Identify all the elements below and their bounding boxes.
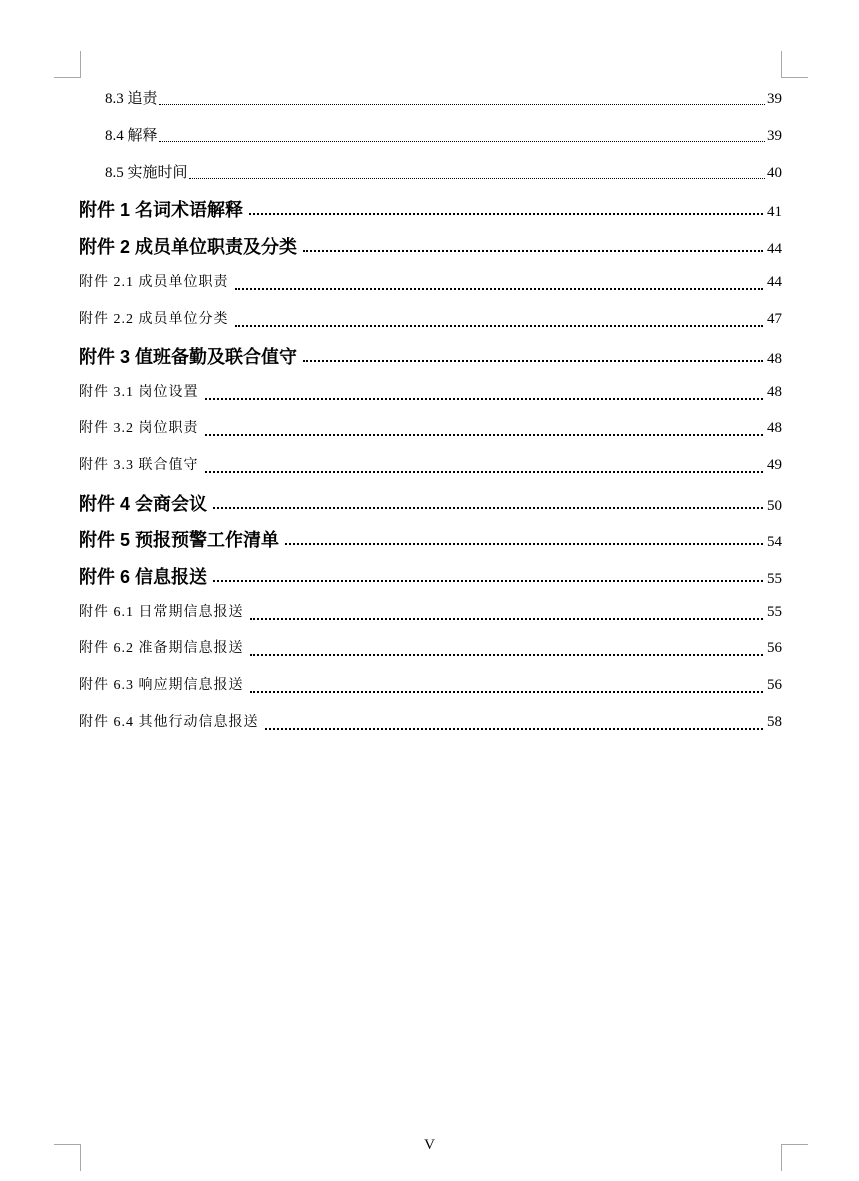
toc-entry-appendix-3-2[interactable] xyxy=(0,417,859,441)
toc-entry-label: 8.3 追责 xyxy=(105,91,158,107)
dot-leader xyxy=(205,471,764,473)
toc-entry-page: 56 xyxy=(767,640,782,656)
toc-entry-label: 附件 6 信息报送 xyxy=(79,567,208,587)
toc-entry-label: 附件 3.3 联合值守 xyxy=(79,458,199,473)
toc-entry-page: 47 xyxy=(767,311,782,327)
toc-entry-page: 48 xyxy=(767,420,782,436)
toc-entry-page: 56 xyxy=(767,677,782,693)
toc-entry-8-4[interactable] xyxy=(0,124,859,148)
toc-entry-label: 附件 2.2 成员单位分类 xyxy=(79,312,229,327)
toc-entry-label: 附件 1 名词术语解释 xyxy=(79,200,244,220)
crop-mark-top-right xyxy=(781,51,808,78)
toc-entry-appendix-3-3[interactable] xyxy=(0,454,859,478)
toc-entry-page: 58 xyxy=(767,714,782,730)
dot-leader xyxy=(205,434,764,436)
toc-entry-label: 8.5 实施时间 xyxy=(105,165,188,181)
toc-entry-label: 附件 6.2 准备期信息报送 xyxy=(79,641,244,656)
toc-entry-appendix-1[interactable] xyxy=(0,196,859,220)
dot-leader xyxy=(250,654,764,656)
dot-leader xyxy=(303,250,763,252)
dot-leader xyxy=(235,325,764,327)
toc-entry-label: 附件 6.1 日常期信息报送 xyxy=(79,605,244,620)
toc-entry-page: 55 xyxy=(767,604,782,620)
toc-entry-page: 48 xyxy=(767,384,782,400)
dot-leader xyxy=(303,360,763,362)
dot-leader xyxy=(285,543,763,545)
dot-leader xyxy=(250,691,764,693)
dot-leader xyxy=(159,104,765,105)
toc-entry-page: 54 xyxy=(767,534,782,550)
toc-entry-appendix-6-3[interactable] xyxy=(0,674,859,698)
toc-entry-page: 39 xyxy=(767,91,782,107)
toc-entry-page: 41 xyxy=(767,204,782,220)
toc-entry-label: 附件 3.1 岗位设置 xyxy=(79,385,199,400)
toc-entry-appendix-2[interactable] xyxy=(0,233,859,257)
toc-entry-page: 44 xyxy=(767,274,782,290)
toc-entry-label: 附件 4 会商会议 xyxy=(79,494,208,514)
crop-mark-top-left xyxy=(54,51,81,78)
toc-entry-page: 49 xyxy=(767,457,782,473)
toc-entry-label: 附件 3 值班备勤及联合值守 xyxy=(79,347,298,367)
toc-entry-appendix-6-4[interactable] xyxy=(0,711,859,735)
toc-entry-8-3[interactable] xyxy=(0,87,859,111)
dot-leader xyxy=(205,398,764,400)
toc-entry-label: 附件 6.4 其他行动信息报送 xyxy=(79,715,259,730)
toc-entry-page: 44 xyxy=(767,241,782,257)
toc-entry-appendix-6[interactable] xyxy=(0,563,859,587)
toc-entry-label: 附件 2 成员单位职责及分类 xyxy=(79,237,298,257)
toc-entry-page: 39 xyxy=(767,128,782,144)
toc-entry-appendix-4[interactable] xyxy=(0,490,859,514)
dot-leader xyxy=(189,178,765,179)
toc-entry-label: 8.4 解释 xyxy=(105,128,158,144)
toc-entry-appendix-2-2[interactable] xyxy=(0,308,859,332)
toc-entry-page: 40 xyxy=(767,165,782,181)
page-number: V xyxy=(424,1137,435,1153)
toc-entry-appendix-3-1[interactable] xyxy=(0,381,859,405)
dot-leader xyxy=(265,728,764,730)
toc-entry-page: 50 xyxy=(767,498,782,514)
toc-entry-appendix-2-1[interactable] xyxy=(0,271,859,295)
toc-entry-appendix-3[interactable] xyxy=(0,343,859,367)
toc-entry-page: 55 xyxy=(767,571,782,587)
toc-entry-appendix-6-1[interactable] xyxy=(0,601,859,625)
dot-leader xyxy=(213,507,763,509)
toc-entry-label: 附件 2.1 成员单位职责 xyxy=(79,275,229,290)
dot-leader xyxy=(159,141,765,142)
dot-leader xyxy=(213,580,763,582)
toc-entry-label: 附件 3.2 岗位职责 xyxy=(79,421,199,436)
dot-leader xyxy=(250,618,764,620)
toc-entry-label: 附件 5 预报预警工作清单 xyxy=(79,530,280,550)
toc-entry-8-5[interactable] xyxy=(0,161,859,185)
toc-entry-page: 48 xyxy=(767,351,782,367)
dot-leader xyxy=(249,213,763,215)
dot-leader xyxy=(235,288,764,290)
toc-entry-appendix-6-2[interactable] xyxy=(0,637,859,661)
toc-entry-appendix-5[interactable] xyxy=(0,526,859,550)
toc-entry-label: 附件 6.3 响应期信息报送 xyxy=(79,678,244,693)
